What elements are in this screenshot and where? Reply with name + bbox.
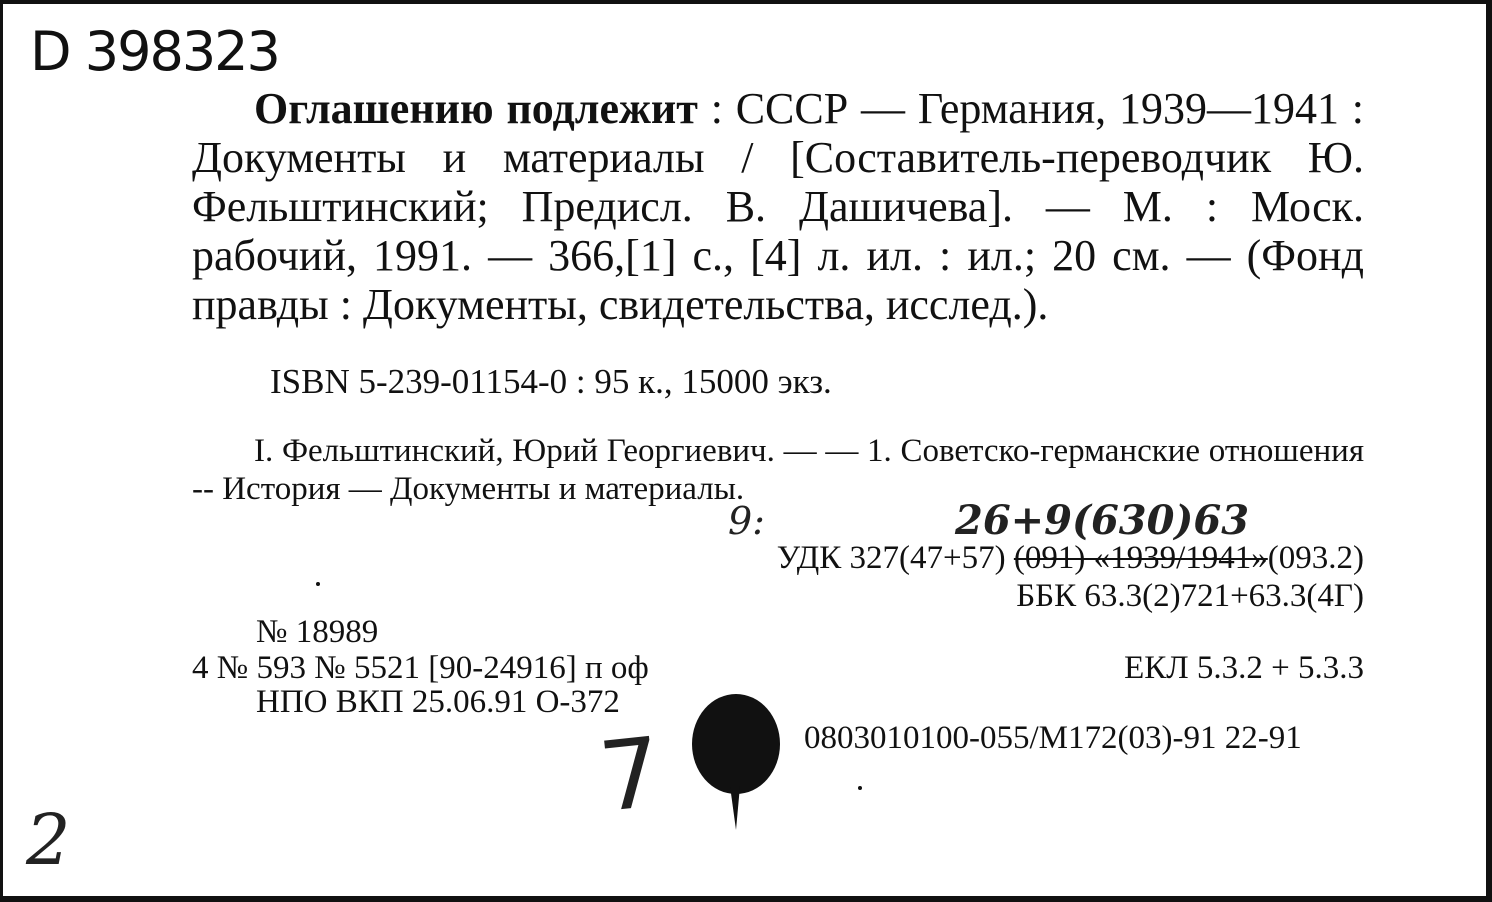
card-border-left (0, 0, 3, 902)
bibliographic-description: : СССР — Германия, 1939—1941 : Документы и материалы / [Составитель-переводчик Ю. Фельштинский; Предисл. В. Дашичева]. — М. : Моск. рабочий, 1991. — 366,[1] с., [4] л. ил. : ил.; 20 см. — (Фонд правды : Документы, свидетельства, исслед.). (192, 84, 1364, 329)
handwritten-classification-1: 9: (728, 499, 765, 543)
book-title: Оглашению подлежит (254, 84, 698, 133)
npo-line: НПО ВКП 25.06.91 О-372 (256, 684, 620, 720)
udk-struck-out: (091) «1939/1941» (1013, 540, 1268, 576)
tracings: I. Фельштинский, Юрий Георгиевич. — — 1. Советско-германские отношения -- История — Документы и материалы. (192, 433, 1364, 507)
udk-prefix: УДК 327(47+57) (776, 540, 1006, 576)
isbn-line: ISBN 5-239-01154-0 : 95 к., 15000 экз. (270, 362, 832, 401)
card-border-top (0, 0, 1492, 4)
order-line: 4 № 593 № 5521 [90-24916] п оф (192, 650, 649, 686)
card-border-bottom (0, 896, 1492, 902)
udk-suffix: (093.2) (1267, 540, 1364, 576)
accession-number: № 18989 (256, 614, 379, 650)
handwritten-number: 7 (594, 716, 667, 834)
ekl-line: ЕКЛ 5.3.2 + 5.3.3 (1124, 650, 1364, 686)
speck (858, 786, 862, 790)
card-border-right (1486, 0, 1492, 902)
ink-blot-stamp (690, 690, 800, 835)
handwritten-classification-2: 26+9(630)63 (955, 497, 1250, 544)
print-code: 0803010100-055/М172(03)-91 22-91 (804, 720, 1302, 756)
handwritten-corner-mark: 2 (26, 799, 71, 881)
main-entry (192, 84, 1364, 329)
bbk-line: ББК 63.3(2)721+63.3(4Г) (1016, 578, 1364, 614)
speck (316, 582, 320, 586)
udk-line (777, 538, 1364, 578)
call-number: D 398323 (30, 20, 279, 83)
